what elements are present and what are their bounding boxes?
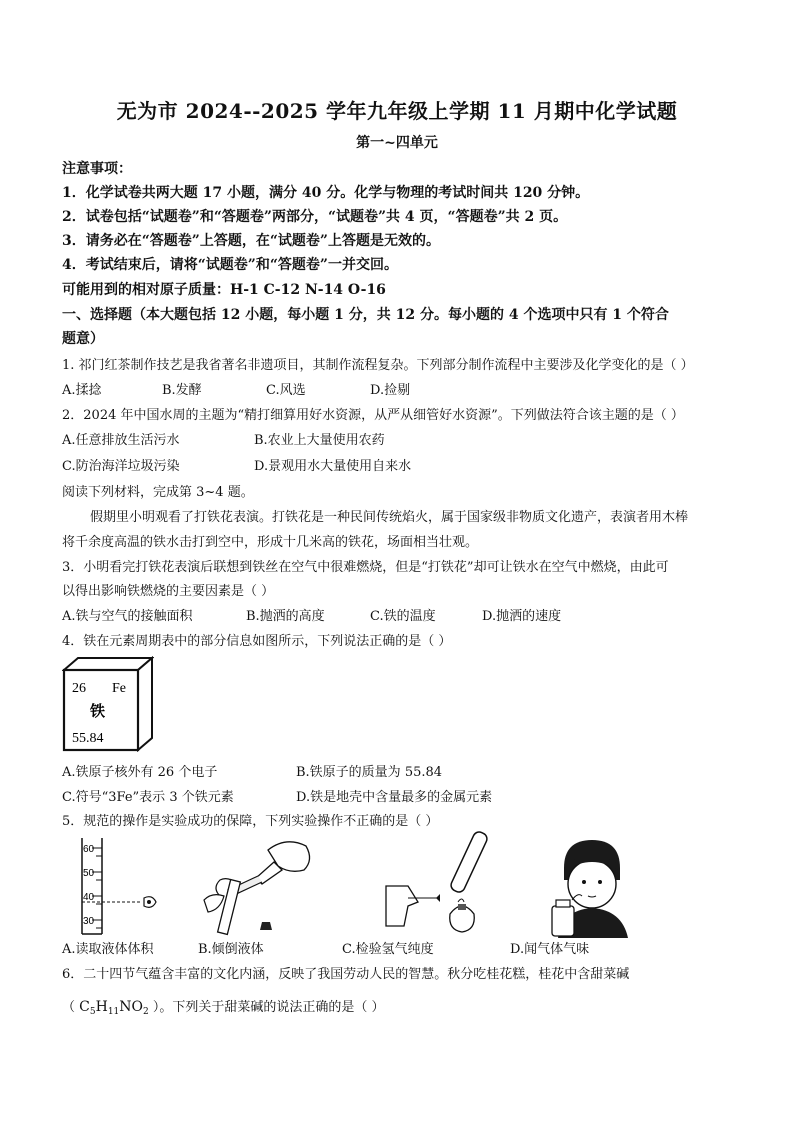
q3-stem-line-2: 以得出影响铁燃烧的主要因素是（ ） [62,584,275,599]
formula-no: NO [119,999,144,1015]
q6-stem-line-1: 6．二十四节气蕴含丰富的文化内涵，反映了我国劳动人民的智慧。秋分吃桂花糕，桂花中含甜菜碱 [62,967,630,982]
q2-option-a: A.任意排放生活污水 [62,433,180,448]
formula-h-count: 11 [107,1007,120,1017]
exam-title: 无为市 2024--2025 学年九年级上学期 11 月期中化学试题 [116,99,678,123]
smelling-gas-figure [548,834,638,938]
cylinder-tick-50: 50 [83,868,95,879]
q4-stem: 4．铁在元素周期表中的部分信息如图所示，下列说法正确的是（ ） [62,634,452,649]
cylinder-tick-60: 60 [83,844,95,855]
cylinder-tick-40: 40 [83,892,95,903]
q3-option-b: B.抛洒的高度 [246,609,325,624]
q4-option-d: D.铁是地壳中含量最多的金属元素 [296,790,493,805]
q3-stem-line-1: 3．小明看完打铁花表演后联想到铁丝在空气中很难燃烧，但是“打铁花”却可让铁水在空气中燃烧，由此可 [62,560,669,575]
q1-option-b: B.发酵 [162,383,202,398]
q5-option-c: C.检验氢气纯度 [342,942,434,957]
formula-o-count: 2 [143,1007,149,1017]
q1-option-c: C.风选 [266,383,306,398]
cylinder-tick-30: 30 [83,916,95,927]
q5-option-a: A.读取液体体积 [62,942,154,957]
hydrogen-purity-test-figure [378,826,488,938]
reading-intro: 阅读下列材料，完成第 3~4 题。 [62,485,254,500]
q2-option-c: C.防治海洋垃圾污染 [62,459,180,474]
notice-item-3: 3．请务必在“答题卷”上答题，在“试题卷”上答题是无效的。 [62,233,440,249]
q1-stem: 1. 祁门红茶制作技艺是我省著名非遗项目，其制作流程复杂。下列部分制作流程中主要涉及化学变化的是（ ） [62,358,694,373]
element-atomic-number: 26 [72,681,86,696]
q3-option-c: C.铁的温度 [370,609,436,624]
section-1-heading: 一、选择题（本大题包括 12 小题，每小题 1 分，共 12 分。每小题的 4 个选项中只有 1 个符合 [62,307,669,323]
iron-element-cell-figure [62,656,154,752]
notice-item-2: 2．试卷包括“试题卷”和“答题卷”两部分，“试题卷”共 4 页，“答题卷”共 2 页。 [62,209,568,225]
q1-option-a: A.揉捻 [62,383,102,398]
q4-option-a: A.铁原子核外有 26 个电子 [62,765,218,780]
formula-c: C [79,999,90,1015]
formula-h: H [95,999,108,1015]
notice-item-4: 4．考试结束后，请将“试题卷”和“答题卷”一并交回。 [62,257,398,273]
q6-stem-rest: ）。下列关于甜菜碱的说法正确的是（ ） [152,1000,385,1015]
q5-option-b: B.倾倒液体 [198,942,264,957]
element-symbol: Fe [112,681,126,696]
atomic-mass-line: 可能用到的相对原子质量：H-1 C-12 N-14 O-16 [62,282,386,298]
q1-option-d: D.捡剔 [370,383,411,398]
q5-stem: 5．规范的操作是实验成功的保障，下列实验操作不正确的是（ ） [62,814,439,829]
q5-option-d: D.闻气体气味 [510,942,590,957]
formula-c-count: 5 [89,1007,96,1017]
betaine-formula [79,999,149,1015]
q3-option-a: A.铁与空气的接触面积 [62,609,193,624]
q3-option-d: D.抛洒的速度 [482,609,562,624]
section-1-heading-cont: 题意） [62,331,104,347]
element-name: 铁 [90,702,106,720]
q6-stem-line-2 [62,998,385,1021]
notice-heading: 注意事项： [62,161,132,177]
reading-paragraph-1: 假期里小明观看了打铁花表演。打铁花是一种民间传统焰火，属于国家级非物质文化遗产，表演者用木棒 [90,510,689,525]
q2-stem: 2．2024 年中国水周的主题为“精打细算用好水资源，从严从细管好水资源”。下列做法符合该主题的是（ ） [62,408,684,423]
q4-option-c: C.符号“3Fe”表示 3 个铁元素 [62,790,234,805]
q2-option-d: D.景观用水大量使用自来水 [254,459,412,474]
q2-option-b: B.农业上大量使用农药 [254,433,385,448]
exam-subtitle: 第一~四单元 [356,135,438,151]
pouring-liquid-figure [198,830,318,938]
cylinder-reading-figure [62,836,162,936]
element-atomic-mass: 55.84 [72,731,104,746]
reading-paragraph-2: 将千余度高温的铁水击打到空中，形成十几米高的铁花，场面相当壮观。 [62,535,479,550]
notice-item-1: 1．化学试卷共两大题 17 小题，满分 40 分。化学与物理的考试时间共 120 分钟。 [62,185,590,201]
q6-open-paren: （ [62,1000,76,1015]
q4-option-b: B.铁原子的质量为 55.84 [296,765,443,780]
